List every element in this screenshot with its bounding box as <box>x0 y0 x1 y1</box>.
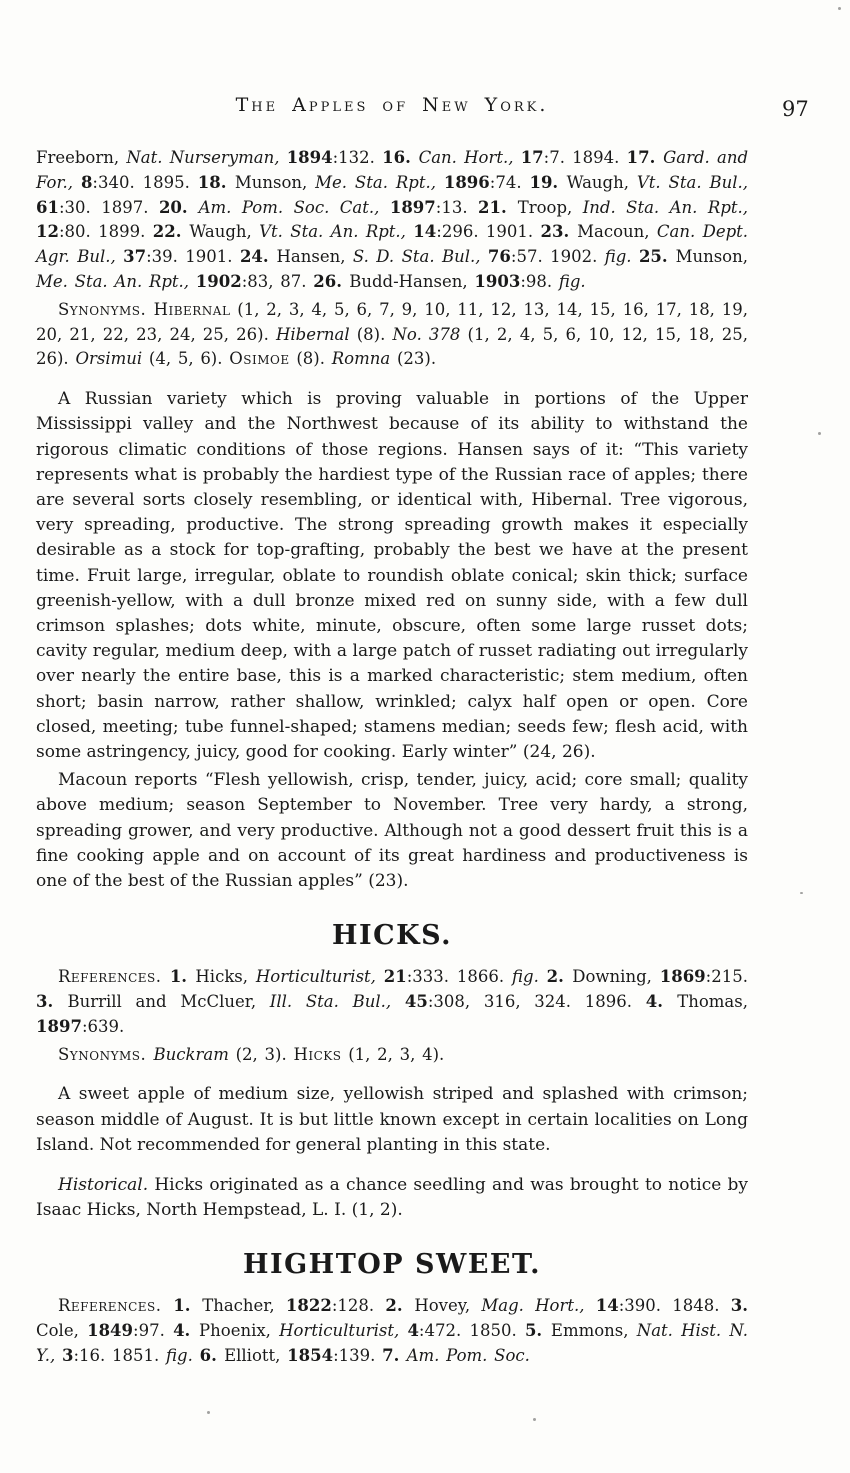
hibernal-description: A Russian variety which is proving valuable in portions of the Upper Mississippi valley and the Northwest because of its ability to withstand the rigorous climatic conditions of those regions. Hansen says of it: “This variety represents what is probably the hardiest type of the Russian race of apples; there are several sorts closely resembling, or identical with, Hibernal. Tree vigorous, very spreading, productive. The strong spreading growth makes it especially desirable as a stock for top-grafting, probably the best we have at the present time. Fruit large, irregular, oblate to roundish oblate conical; skin thick; surface greenish-yellow, with a dull bronze mixed red on sunny side, with a few dull crimson splashes; dots white, minute, obscure, often some large russet dots; cavity regular, medium deep, with a large patch of russet radiating out irregularly over nearly the entire base, this is a marked characteristic; stem medium, often short; basin narrow, rather shallow, wrinkled; calyx half open or open. Core closed, meeting; tube funnel-shaped; stamens median; seeds few; flesh acid, with some astringency, juicy, good for cooking. Early winter” (24, 26). <box>36 389 748 763</box>
scan-speck <box>800 892 803 894</box>
hibernal-macoun-quote: Macoun reports “Flesh yellowish, crisp, tender, juicy, acid; core small; quality above medium; season September to November. Tree very hardy, a strong, spreading grower, and very productive. Although not a good dessert fruit this is a fine cooking apple and on account of its great hardiness and productiveness is one of the best of the Russian apples” (23). <box>36 770 748 892</box>
scan-speck <box>207 1411 210 1414</box>
hicks-synonyms: Synonyms. Buckram (2, 3). Hicks (1, 2, 3, 4). <box>58 1044 445 1064</box>
hibernal-synonyms: Synonyms. Hibernal (1, 2, 3, 4, 5, 6, 7, 9, 10, 11, 12, 13, 14, 15, 16, 17, 18, 19, 20, 21, 22, 23, 24, 25, 26). Hibernal (8). No. 378 (1, 2, 4, 5, 6, 10, 12, 15, 18, 25, 26). Orsimui (4, 5, 6). Osimoe (8). Romna (23). <box>36 299 749 369</box>
page-number: 97 <box>782 97 809 121</box>
hightop-sweet-references: References. 1. Thacher, 1822:128. 2. Hovey, Mag. Hort., 14:390. 1848. 3. Cole, 1849:97. 4. Phoenix, Horticulturist, 4:472. 1850. 5. Emmons, Nat. Hist. N. Y., 3:16. 1851. fig. 6. Elliott, 1854:139. 7. Am. Pom. Soc. <box>36 1296 749 1366</box>
hightop-sweet-heading: HIGHTOP SWEET. <box>242 1249 541 1281</box>
hicks-historical: Historical. Hicks originated as a chance seedling and was brought to notice by Isaac Hicks, North Hempstead, L. I. (1, 2). <box>36 1175 748 1221</box>
hicks-heading: HICKS. <box>331 920 453 952</box>
running-head-title: The Apples of New York. <box>235 94 549 116</box>
hicks-references: References. 1. Hicks, Horticulturist, 21:333. 1866. fig. 2. Downing, 1869:215. 3. Burrill and McCluer, Ill. Sta. Bul., 45:308, 316, 324. 1896. 4. Thomas, 1897:639. <box>36 967 748 1036</box>
scan-speck <box>533 1418 536 1421</box>
hicks-description: A sweet apple of medium size, yellowish striped and splashed with crimson; season middle of August. It is but little known except in certain localities on Long Island. Not recommended for general planting in this state. <box>36 1084 748 1155</box>
scan-speck <box>818 432 821 435</box>
hibernal-references-continued: Freeborn, Nat. Nurseryman, 1894:132. 16. Can. Hort., 17:7. 1894. 17. Gard. and For., 8:340. 1895. 18. Munson, Me. Sta. Rpt., 1896:74. 19. Waugh, Vt. Sta. Bul., 61:30. 1897. 20. Am. Pom. Soc. Cat., 1897:13. 21. Troop, Ind. Sta. An. Rpt., 12:80. 1899. 22. Waugh, Vt. Sta. An. Rpt., 14:296. 1901. 23. Macoun, Can. Dept. Agr. Bul., 37:39. 1901. 24. Hansen, S. D. Sta. Bul., 76:57. 1902. fig. 25. Munson, Me. Sta. An. Rpt., 1902:83, 87. 26. Budd-Hansen, 1903:98. fig. <box>36 148 749 291</box>
page-content <box>36 146 748 1369</box>
scan-speck <box>838 7 841 10</box>
